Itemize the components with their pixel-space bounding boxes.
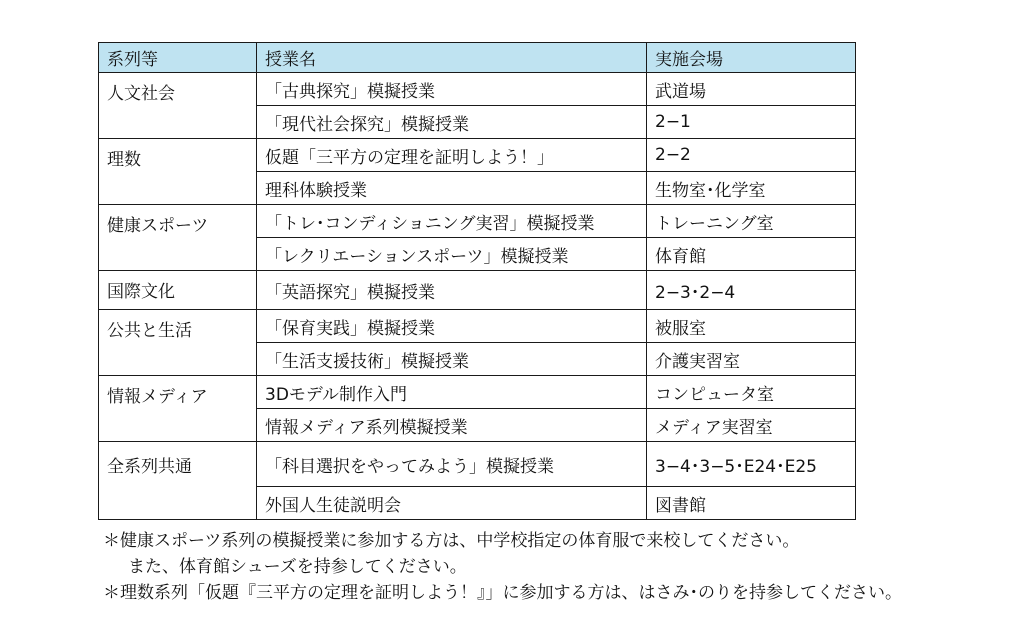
venue-cell: 2−2 [647,139,856,172]
venue-cell: 武道場 [647,73,856,106]
table-row [99,73,856,106]
venue-cell: メディア実習室 [647,409,856,442]
table-row [99,442,856,487]
venue-cell: 3−4･3−5･E24･E25 [647,442,856,487]
header-venue: 実施会場 [647,43,856,73]
venue-cell: 体育館 [647,238,856,271]
table-row [99,139,856,172]
class-cell: 「現代社会探究」模擬授業 [257,106,647,139]
class-cell: 3Dモデル制作入門 [257,376,647,409]
class-cell: 仮題「三平方の定理を証明しよう！」 [257,139,647,172]
header-class-name: 授業名 [257,43,647,73]
venue-cell: 2−3･2−4 [647,271,856,310]
table-row [99,271,856,310]
schedule-table [98,42,856,520]
notes [103,528,902,606]
venue-cell: 2−1 [647,106,856,139]
venue-cell: 生物室･化学室 [647,172,856,205]
class-cell: 「レクリエーションスポーツ」模擬授業 [257,238,647,271]
note-line: ＊健康スポーツ系列の模擬授業に参加する方は、中学校指定の体育服で来校してください。 [103,531,800,551]
class-cell: 「科目選択をやってみよう」模擬授業 [257,442,647,487]
venue-cell: 図書館 [647,487,856,520]
venue-cell: コンピュータ室 [647,376,856,409]
category-cell: 情報メディア [99,376,257,442]
class-cell: 「トレ･コンディショニング実習」模擬授業 [257,205,647,238]
note-line: ＊理数系列「仮題『三平方の定理を証明しよう！』」に参加する方は、はさみ･のりを持参してください。 [103,583,902,603]
category-cell: 国際文化 [99,271,257,310]
class-cell: 理科体験授業 [257,172,647,205]
header-category: 系列等 [99,43,257,73]
class-cell: 「古典探究」模擬授業 [257,73,647,106]
table-row [99,376,856,409]
class-cell: 「生活支援技術」模擬授業 [257,343,647,376]
table-row [99,310,856,343]
table-header-row [99,43,856,73]
category-cell: 理数 [99,139,257,205]
category-cell: 人文社会 [99,73,257,139]
class-cell: 「英語探究」模擬授業 [257,271,647,310]
venue-cell: 被服室 [647,310,856,343]
class-cell: 情報メディア系列模擬授業 [257,409,647,442]
category-cell: 全系列共通 [99,442,257,520]
venue-cell: トレーニング室 [647,205,856,238]
table-row [99,205,856,238]
class-cell: 「保育実践」模擬授業 [257,310,647,343]
category-cell: 公共と生活 [99,310,257,376]
category-cell: 健康スポーツ [99,205,257,271]
class-cell: 外国人生徒説明会 [257,487,647,520]
venue-cell: 介護実習室 [647,343,856,376]
note-line: また、体育館シューズを持参してください。 [128,557,467,577]
